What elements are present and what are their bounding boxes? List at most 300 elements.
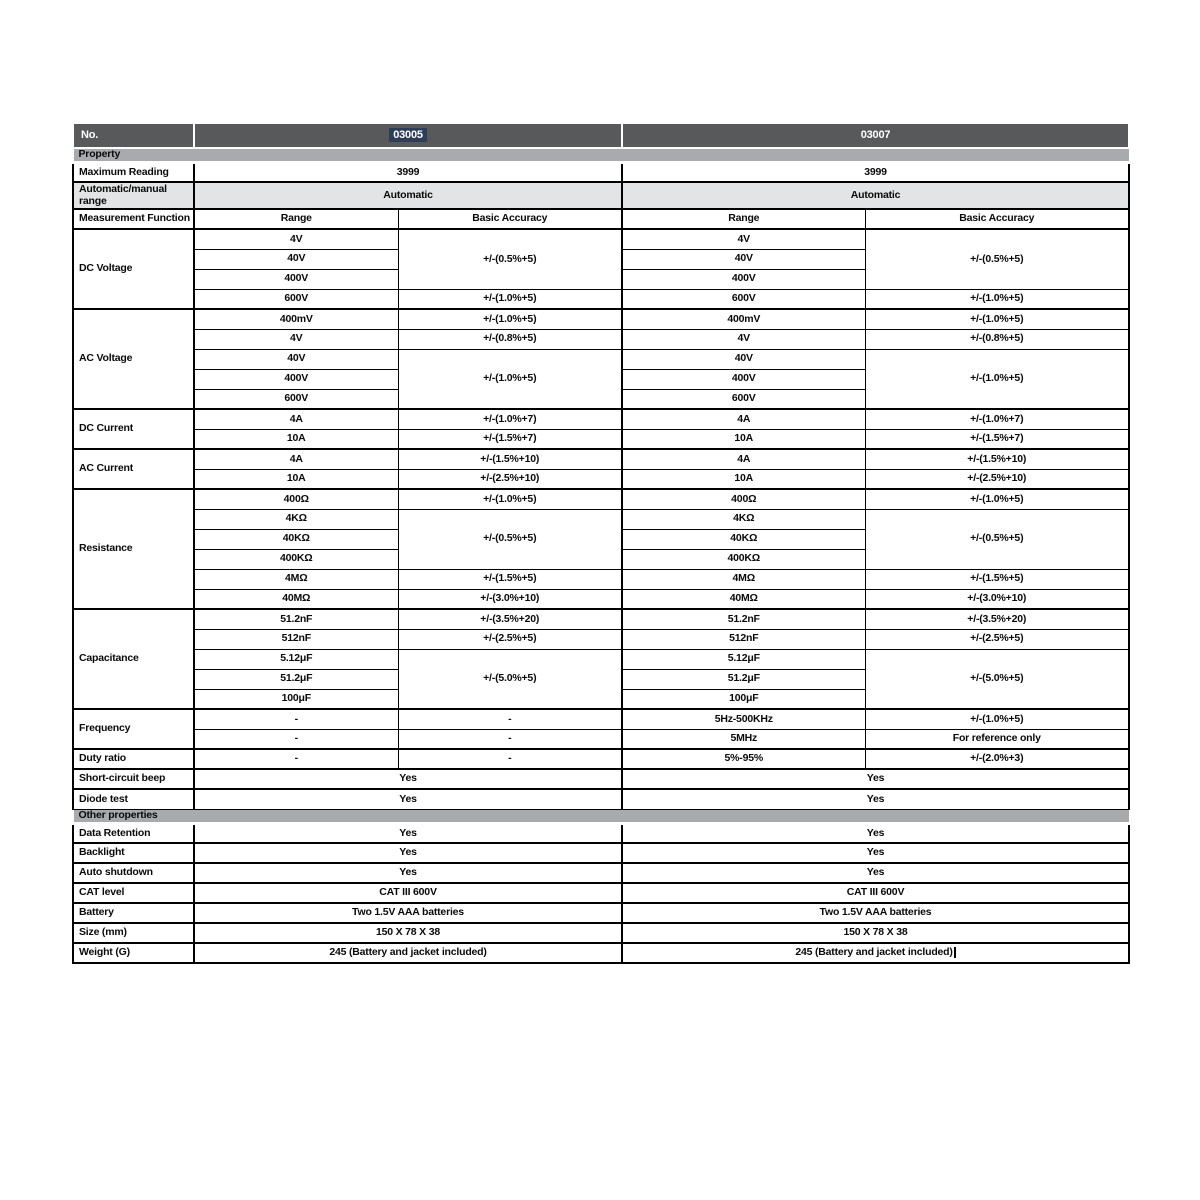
cell-text: 100μF xyxy=(729,692,759,705)
cell-text: 512nF xyxy=(281,632,311,645)
cell-text: +/-(1.0%+5) xyxy=(970,372,1024,385)
cell-1-0-5 xyxy=(398,489,622,509)
cell-245-battery-and-jacket-included xyxy=(622,943,1129,963)
cell-1-0-5 xyxy=(398,309,622,329)
table-row xyxy=(73,349,1129,369)
table-row xyxy=(73,162,1129,182)
cell-4a xyxy=(194,409,398,429)
cell-40v xyxy=(622,249,865,269)
cell-0-8-5 xyxy=(398,329,622,349)
cell-3-5-20 xyxy=(398,609,622,629)
cell-text: 3999 xyxy=(864,165,887,178)
cell-text: +/-(1.0%+5) xyxy=(970,292,1024,305)
table-row xyxy=(73,629,1129,649)
row-label-text: CAT level xyxy=(79,886,125,899)
row-label-text: Resistance xyxy=(79,542,133,555)
cell-5-95 xyxy=(622,749,865,769)
spec-sheet-page xyxy=(72,124,1128,964)
cell-text: CAT III 600V xyxy=(846,886,905,899)
row-label-text: Short-circuit beep xyxy=(79,772,166,785)
cell-text: 40V xyxy=(734,252,753,265)
cell-text: 40V xyxy=(287,252,306,265)
table-row xyxy=(73,809,1129,823)
cell-3999 xyxy=(194,162,622,182)
table-row xyxy=(73,229,1129,249)
row-label-text: Maximum Reading xyxy=(79,165,169,178)
table-row xyxy=(73,182,1129,209)
cell-text: 51.2μF xyxy=(280,672,313,685)
row-label-text: Size (mm) xyxy=(79,926,127,939)
cell-text: +/-(2.5%+5) xyxy=(483,632,537,645)
cell-5-12-f xyxy=(194,649,398,669)
table-row xyxy=(73,903,1129,923)
cell-40k xyxy=(622,529,865,549)
cell-text: +/-(0.5%+5) xyxy=(483,532,537,545)
row-label-ac-current xyxy=(73,449,194,489)
row-label-text: Automatic/manual range xyxy=(79,183,167,207)
cell-text: 40V xyxy=(287,352,306,365)
cell-two-1-5v-aaa-batteries xyxy=(622,903,1129,923)
row-label-data-retention xyxy=(73,823,194,843)
cell-400v xyxy=(194,369,398,389)
cell-text: 3999 xyxy=(396,165,420,178)
cell-text: 10A xyxy=(286,432,306,445)
cell-2-5-10 xyxy=(398,469,622,489)
cell-0-5-5 xyxy=(865,229,1129,289)
cell-text: +/-(1.5%+10) xyxy=(967,452,1027,465)
cell-yes xyxy=(194,789,622,809)
cell-51-2-f xyxy=(194,669,398,689)
cell-text: Yes xyxy=(399,792,417,805)
cell-text: - xyxy=(294,752,298,765)
cell-text: 4KΩ xyxy=(285,512,307,525)
cell-blank xyxy=(398,729,622,749)
cell-text: 40MΩ xyxy=(729,592,758,605)
row-label-maximum-reading xyxy=(73,162,194,182)
cell-text: 10A xyxy=(286,472,306,485)
cell-400 xyxy=(622,489,865,509)
cell-basic-accuracy xyxy=(865,209,1129,229)
cell-5-0-5 xyxy=(398,649,622,709)
section-label-property xyxy=(73,148,1129,162)
cell-text: 4MΩ xyxy=(285,572,308,585)
cell-100-f xyxy=(194,689,398,709)
row-label-ac-voltage xyxy=(73,309,194,409)
row-label-text: AC Voltage xyxy=(79,352,133,365)
row-label-text: Measurement Function xyxy=(79,212,190,225)
cell-text: Basic Accuracy xyxy=(959,212,1035,225)
cell-yes xyxy=(622,789,1129,809)
cell-text: Automatic xyxy=(850,188,901,201)
cell-10a xyxy=(622,469,865,489)
cell-text: Yes xyxy=(866,846,885,859)
row-label-auto-shutdown xyxy=(73,863,194,883)
cell-100-f xyxy=(622,689,865,709)
cell-text: - xyxy=(508,712,512,725)
cell-4m xyxy=(194,569,398,589)
cell-text: - xyxy=(508,752,512,765)
cell-3999 xyxy=(622,162,1129,182)
cell-1-0-5 xyxy=(865,309,1129,329)
cell-text: 5%-95% xyxy=(724,752,763,765)
selected-text: 03005 xyxy=(389,128,427,142)
row-label-duty-ratio xyxy=(73,749,194,769)
cell-text: Yes xyxy=(866,772,885,785)
cell-2-5-5 xyxy=(865,629,1129,649)
cell-0-5-5 xyxy=(398,509,622,569)
cell-text: +/-(1.5%+7) xyxy=(483,432,537,445)
cell-1-0-7 xyxy=(398,409,622,429)
row-label-text: Capacitance xyxy=(79,652,139,665)
cell-text: +/-(0.5%+5) xyxy=(970,532,1024,545)
spec-table-body xyxy=(73,124,1129,963)
table-row xyxy=(73,709,1129,729)
cell-yes xyxy=(622,769,1129,789)
cell-40m xyxy=(194,589,398,609)
cell-text: 400KΩ xyxy=(727,552,761,565)
cell-400mv xyxy=(622,309,865,329)
cell-automatic xyxy=(194,182,622,209)
row-label-text: Duty ratio xyxy=(79,752,127,765)
table-row xyxy=(73,649,1129,669)
row-label-cat-level xyxy=(73,883,194,903)
row-label-dc-current xyxy=(73,409,194,449)
cell-text: 600V xyxy=(284,392,309,405)
cell-text: 400V xyxy=(731,272,756,285)
cell-150-x-78-x-38 xyxy=(194,923,622,943)
table-row xyxy=(73,943,1129,963)
table-row xyxy=(73,823,1129,843)
section-label-text: Other properties xyxy=(78,809,158,821)
header-no xyxy=(73,124,194,148)
cell-5-0-5 xyxy=(865,649,1129,709)
cell-text: 400V xyxy=(284,272,309,285)
row-label-short-circuit-beep xyxy=(73,769,194,789)
cell-text: +/-(1.5%+7) xyxy=(970,432,1024,445)
cell-yes xyxy=(622,823,1129,843)
table-row xyxy=(73,489,1129,509)
cell-text: 512nF xyxy=(729,632,759,645)
table-row xyxy=(73,569,1129,589)
row-label-capacitance xyxy=(73,609,194,709)
cell-text: +/-(1.0%+5) xyxy=(970,312,1024,325)
cell-two-1-5v-aaa-batteries xyxy=(194,903,622,923)
cell-text: +/-(3.5%+20) xyxy=(967,612,1027,625)
row-label-backlight xyxy=(73,843,194,863)
cell-4a xyxy=(622,409,865,429)
cell-yes xyxy=(194,823,622,843)
cell-text: +/-(3.5%+20) xyxy=(480,612,540,625)
section-label-other-properties xyxy=(73,809,1129,823)
cell-600v xyxy=(622,389,865,409)
cell-4k xyxy=(622,509,865,529)
table-row xyxy=(73,789,1129,809)
cell-text: 5.12μF xyxy=(727,652,760,665)
row-label-diode-test xyxy=(73,789,194,809)
cell-yes xyxy=(622,863,1129,883)
cell-text: +/-(1.0%+5) xyxy=(970,492,1024,505)
cell-4a xyxy=(194,449,398,469)
cell-400v xyxy=(622,369,865,389)
cell-text: 100μF xyxy=(281,692,311,705)
cell-range xyxy=(194,209,398,229)
cell-text: CAT III 600V xyxy=(379,886,437,899)
cell-text: 4KΩ xyxy=(733,512,755,525)
cell-blank xyxy=(194,749,398,769)
cell-text: 4A xyxy=(289,412,303,425)
cell-5-12-f xyxy=(622,649,865,669)
table-row xyxy=(73,589,1129,609)
row-label-weight-g xyxy=(73,943,194,963)
row-label-text: AC Current xyxy=(79,462,134,475)
cell-blank xyxy=(194,729,398,749)
cell-text: 400mV xyxy=(727,312,761,325)
cell-text: 245 (Battery and jacket included) xyxy=(329,946,487,959)
cell-40v xyxy=(194,249,398,269)
cell-text: 400KΩ xyxy=(279,552,313,565)
table-row xyxy=(73,883,1129,903)
cell-cat-iii-600v xyxy=(194,883,622,903)
cell-yes xyxy=(194,863,622,883)
cell-text: 400Ω xyxy=(731,492,757,505)
cell-1-5-10 xyxy=(398,449,622,469)
cell-text: +/-(1.0%+5) xyxy=(483,292,537,305)
cell-1-5-5 xyxy=(398,569,622,589)
cell-text: Yes xyxy=(866,826,885,839)
cell-text: +/-(2.5%+10) xyxy=(967,472,1027,485)
table-row xyxy=(73,449,1129,469)
cell-text: - xyxy=(508,732,512,745)
cell-text: +/-(5.0%+5) xyxy=(970,672,1024,685)
cell-1-5-7 xyxy=(865,429,1129,449)
cell-text: +/-(2.5%+10) xyxy=(480,472,540,485)
cell-for-reference-only xyxy=(865,729,1129,749)
cell-yes xyxy=(194,769,622,789)
header-text: No. xyxy=(81,128,99,141)
cell-text: 40MΩ xyxy=(282,592,311,605)
cell-text: 600V xyxy=(284,292,309,305)
cell-40v xyxy=(194,349,398,369)
cell-text: 150 X 78 X 38 xyxy=(843,926,908,939)
cell-4v xyxy=(622,229,865,249)
cell-text: +/-(5.0%+5) xyxy=(483,672,537,685)
table-row xyxy=(73,329,1129,349)
cell-text: 4A xyxy=(737,412,751,425)
cell-5mhz xyxy=(622,729,865,749)
cell-1-0-5 xyxy=(865,709,1129,729)
cell-text: Yes xyxy=(399,866,417,879)
row-label-text: DC Current xyxy=(79,422,134,435)
cell-1-5-10 xyxy=(865,449,1129,469)
row-label-automatic-manual-range xyxy=(73,182,194,209)
header-text: 03007 xyxy=(860,128,891,141)
cell-4a xyxy=(622,449,865,469)
table-row xyxy=(73,209,1129,229)
cell-400v xyxy=(194,269,398,289)
cell-text: Yes xyxy=(866,792,885,805)
cell-600v xyxy=(194,389,398,409)
row-label-text: Diode test xyxy=(79,792,128,805)
cell-text: 4V xyxy=(737,232,750,245)
cell-text: 600V xyxy=(731,392,756,405)
cell-text: +/-(1.0%+5) xyxy=(483,372,537,385)
header-03005 xyxy=(194,124,622,148)
cell-150-x-78-x-38 xyxy=(622,923,1129,943)
cell-text: Two 1.5V AAA batteries xyxy=(352,906,464,919)
cell-text: 40KΩ xyxy=(282,532,310,545)
cell-400mv xyxy=(194,309,398,329)
row-label-text: Battery xyxy=(79,906,114,919)
spec-table xyxy=(72,124,1130,964)
text-cursor xyxy=(954,947,956,958)
cell-text: +/-(1.5%+10) xyxy=(480,452,540,465)
cell-10a xyxy=(194,429,398,449)
cell-40m xyxy=(622,589,865,609)
cell-4v xyxy=(194,229,398,249)
cell-text: 51.2nF xyxy=(727,612,760,625)
cell-text: Range xyxy=(280,212,312,225)
cell-text: 600V xyxy=(731,292,756,305)
table-row xyxy=(73,609,1129,629)
cell-10a xyxy=(622,429,865,449)
cell-600v xyxy=(622,289,865,309)
cell-1-0-5 xyxy=(865,489,1129,509)
row-label-size-mm xyxy=(73,923,194,943)
section-label-text: Property xyxy=(78,148,121,161)
cell-text: 4V xyxy=(290,232,303,245)
cell-text: Yes xyxy=(399,772,417,785)
cell-text: - xyxy=(294,732,298,745)
cell-512nf xyxy=(194,629,398,649)
row-label-measurement-function xyxy=(73,209,194,229)
cell-400k xyxy=(622,549,865,569)
cell-1-0-5 xyxy=(865,289,1129,309)
cell-text: 40KΩ xyxy=(730,532,758,545)
cell-text: 400Ω xyxy=(283,492,309,505)
cell-40v xyxy=(622,349,865,369)
cell-basic-accuracy xyxy=(398,209,622,229)
cell-blank xyxy=(194,709,398,729)
cell-text: +/-(0.8%+5) xyxy=(483,332,537,345)
table-row xyxy=(73,469,1129,489)
cell-text: +/-(0.8%+5) xyxy=(970,332,1024,345)
cell-text: 150 X 78 X 38 xyxy=(376,926,440,939)
cell-text: 400mV xyxy=(279,312,313,325)
cell-text: 4MΩ xyxy=(732,572,755,585)
cell-400v xyxy=(622,269,865,289)
cell-blank xyxy=(398,709,622,729)
table-row xyxy=(73,309,1129,329)
row-label-text: Data Retention xyxy=(79,826,151,839)
cell-51-2nf xyxy=(194,609,398,629)
table-row xyxy=(73,749,1129,769)
cell-yes xyxy=(194,843,622,863)
cell-text: 5MHz xyxy=(730,732,758,745)
cell-text: For reference only xyxy=(952,732,1041,745)
cell-automatic xyxy=(622,182,1129,209)
cell-245-battery-and-jacket-included xyxy=(194,943,622,963)
cell-0-5-5 xyxy=(865,509,1129,569)
cell-2-5-10 xyxy=(865,469,1129,489)
cell-text: +/-(1.0%+7) xyxy=(483,412,537,425)
cell-text: +/-(0.5%+5) xyxy=(483,252,537,265)
cell-text: +/-(3.0%+10) xyxy=(967,592,1027,605)
table-row xyxy=(73,409,1129,429)
cell-text: +/-(2.5%+5) xyxy=(970,632,1024,645)
cell-4v xyxy=(194,329,398,349)
cell-text: 51.2μF xyxy=(727,672,760,685)
cell-text: 245 (Battery and jacket included) xyxy=(795,946,953,959)
cell-text: 4A xyxy=(289,452,303,465)
cell-text: 4V xyxy=(737,332,750,345)
cell-1-5-5 xyxy=(865,569,1129,589)
cell-text: 4A xyxy=(737,452,751,465)
row-label-text: Frequency xyxy=(79,722,131,735)
cell-1-0-5 xyxy=(398,349,622,409)
table-row xyxy=(73,769,1129,789)
cell-2-5-5 xyxy=(398,629,622,649)
cell-text: 400V xyxy=(284,372,309,385)
cell-text: 5.12μF xyxy=(280,652,313,665)
cell-text: +/-(1.0%+5) xyxy=(483,492,537,505)
cell-text: +/-(0.5%+5) xyxy=(970,252,1024,265)
table-row xyxy=(73,863,1129,883)
cell-3-0-10 xyxy=(398,589,622,609)
cell-text: 10A xyxy=(734,472,754,485)
table-row xyxy=(73,509,1129,529)
cell-4k xyxy=(194,509,398,529)
cell-cat-iii-600v xyxy=(622,883,1129,903)
cell-text: +/-(1.0%+7) xyxy=(970,412,1024,425)
cell-text: Automatic xyxy=(383,188,433,201)
cell-text: Yes xyxy=(866,866,885,879)
cell-text: 5Hz-500KHz xyxy=(714,712,773,725)
cell-5hz-500khz xyxy=(622,709,865,729)
cell-text: +/-(1.0%+5) xyxy=(483,312,537,325)
table-row xyxy=(73,729,1129,749)
cell-text: Two 1.5V AAA batteries xyxy=(819,906,932,919)
cell-text: Yes xyxy=(399,826,417,839)
table-row xyxy=(73,843,1129,863)
cell-1-0-7 xyxy=(865,409,1129,429)
cell-4v xyxy=(622,329,865,349)
cell-text: 51.2nF xyxy=(280,612,313,625)
cell-yes xyxy=(622,843,1129,863)
row-label-battery xyxy=(73,903,194,923)
cell-512nf xyxy=(622,629,865,649)
table-row xyxy=(73,289,1129,309)
row-label-text: Auto shutdown xyxy=(79,866,153,879)
cell-text: +/-(2.0%+3) xyxy=(970,752,1024,765)
cell-text: +/-(1.5%+5) xyxy=(483,572,537,585)
table-row xyxy=(73,124,1129,148)
cell-text: Range xyxy=(728,212,760,225)
cell-blank xyxy=(398,749,622,769)
cell-40k xyxy=(194,529,398,549)
cell-text: +/-(1.0%+5) xyxy=(970,712,1024,725)
cell-range xyxy=(622,209,865,229)
cell-1-5-7 xyxy=(398,429,622,449)
cell-1-0-5 xyxy=(398,289,622,309)
cell-400 xyxy=(194,489,398,509)
row-label-frequency xyxy=(73,709,194,749)
table-row xyxy=(73,148,1129,162)
cell-text: 10A xyxy=(734,432,754,445)
cell-2-0-3 xyxy=(865,749,1129,769)
cell-1-0-5 xyxy=(865,349,1129,409)
cell-600v xyxy=(194,289,398,309)
cell-10a xyxy=(194,469,398,489)
